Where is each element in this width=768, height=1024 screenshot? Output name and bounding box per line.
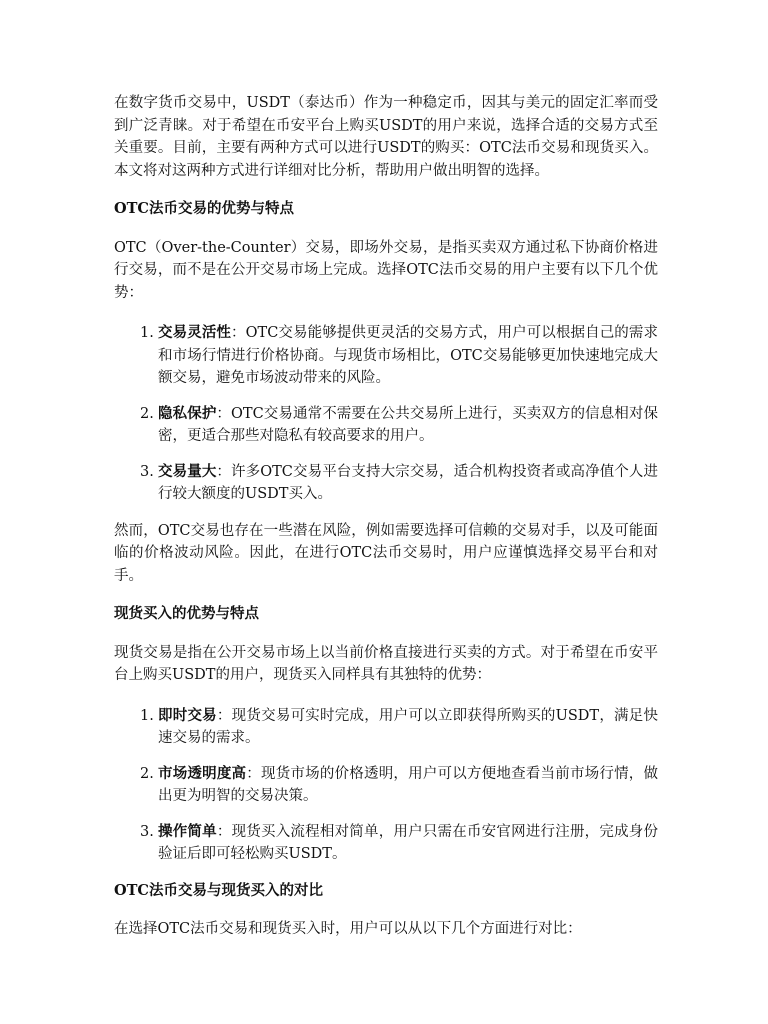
spot-advantages-list [114, 705, 658, 866]
list-item-number: 2. [140, 405, 154, 422]
list-item-text: 许多OTC交易平台支持大宗交易，适合机构投资者或高净值个人进行较大额度的USDT买入。 [158, 463, 659, 502]
otc-section-paragraph: OTC（Over-the-Counter）交易，即场外交易，是指买卖双方通过私下协商价格进行交易，而不是在公开交易市场上完成。选择OTC法币交易的用户主要有以下几个优势： [114, 239, 658, 301]
list-item-number: 3. [140, 463, 154, 480]
otc-risk-paragraph: 然而，OTC交易也存在一些潜在风险，例如需要选择可信赖的交易对手，以及可能面临的价格波动风险。因此，在进行OTC法币交易时，用户应谨慎选择交易平台和对手。 [114, 522, 658, 584]
list-item-separator: ： [216, 463, 232, 480]
list-item-number: 1. [140, 325, 154, 341]
spot-section-heading: 现货买入的优势与特点 [114, 605, 259, 622]
list-item [114, 403, 658, 448]
list-item-separator: ： [216, 405, 232, 422]
spot-section-paragraph: 现货交易是指在公开交易市场上以当前价格直接进行买卖的方式。对于希望在币安平台上购买USDT的用户，现货买入同样具有其独特的优势： [114, 644, 658, 683]
list-item-term: 交易灵活性 [158, 324, 232, 341]
list-item-number: 2. [140, 765, 154, 782]
list-item-term: 操作简单 [158, 822, 217, 840]
list-item-separator: ： [246, 765, 261, 782]
list-item-term: 市场透明度高 [158, 764, 247, 782]
intro-paragraph: 在数字货币交易中，USDT（泰达币）作为一种稳定币，因其与美元的固定汇率而受到广泛青睐。对于希望在币安平台上购买USDT的用户来说，选择合适的交易方式至关重要。目前，主要有两种方式可以进行USDT的购买：OTC法币交易和现货买入。本文将对这两种方式进行详细对比分析，帮助用户做出明智的选择。 [114, 95, 658, 179]
list-item-text: 现货买入流程相对简单，用户只需在币安官网进行注册，完成身份验证后即可轻松购买USDT。 [158, 823, 659, 862]
otc-section-heading: OTC法币交易的优势与特点 [114, 200, 294, 217]
list-item-text: OTC交易能够提供更灵活的交易方式，用户可以根据自己的需求和市场行情进行价格协商。与现货市场相比，OTC交易能够更加快速地完成大额交易，避免市场波动带来的风险。 [158, 325, 659, 386]
compare-section-heading: OTC法币交易与现货买入的对比 [114, 881, 323, 899]
list-item [114, 322, 658, 390]
list-item-separator: ： [216, 823, 232, 840]
list-item-term: 即时交易 [158, 706, 217, 724]
list-item-term: 隐私保护 [158, 404, 217, 422]
otc-advantages-list [114, 322, 658, 506]
list-item-text: 现货市场的价格透明，用户可以方便地查看当前市场行情，做出更为明智的交易决策。 [158, 765, 659, 804]
list-item-text: OTC交易通常不需要在公共交易所上进行，买卖双方的信息相对保密，更适合那些对隐私有较高要求的用户。 [158, 405, 659, 444]
list-item [114, 821, 658, 866]
document-page [114, 92, 658, 941]
list-item-text: 现货交易可实时完成，用户可以立即获得所购买的USDT，满足快速交易的需求。 [158, 707, 659, 746]
list-item [114, 461, 658, 506]
list-item [114, 763, 658, 808]
compare-section-paragraph: 在选择OTC法币交易和现货买入时，用户可以从以下几个方面进行对比： [114, 921, 582, 937]
list-item-term: 交易量大 [158, 462, 217, 480]
list-item-separator: ： [231, 325, 246, 341]
list-item [114, 705, 658, 750]
list-item-separator: ： [216, 707, 232, 724]
list-item-number: 1. [140, 707, 154, 724]
list-item-number: 3. [140, 823, 154, 840]
